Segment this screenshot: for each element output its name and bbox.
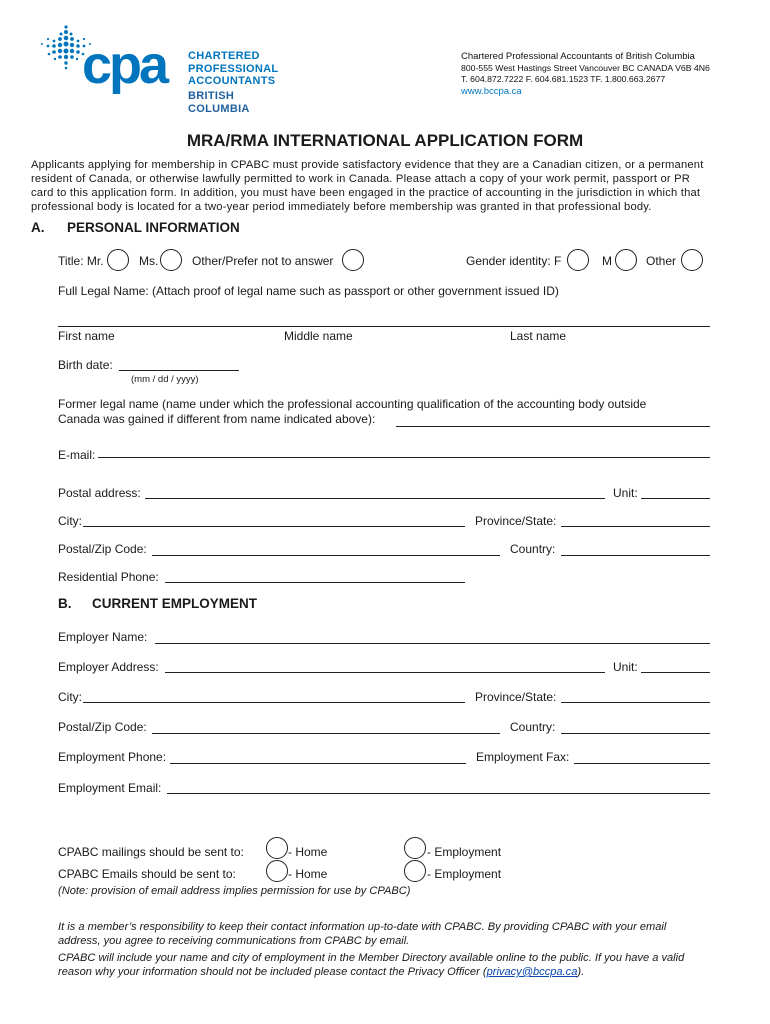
postal-address-line <box>145 498 605 499</box>
zip-label: Postal/Zip Code: <box>58 542 147 556</box>
title-mr-radio[interactable] <box>107 249 129 271</box>
employer-zip-label: Postal/Zip Code: <box>58 720 147 734</box>
brand-name-line-2: PROFESSIONAL <box>188 62 279 75</box>
legal-name-input[interactable] <box>58 312 710 326</box>
employment-phone-label: Employment Phone: <box>58 750 167 764</box>
title-ms-label: Ms. <box>139 254 159 268</box>
gender-label: Gender identity: F <box>466 254 562 268</box>
unit-label: Unit: <box>613 486 638 500</box>
cpa-logo <box>38 24 298 115</box>
email-line <box>98 457 710 458</box>
birth-date-format: (mm / dd / yyyy) <box>131 374 199 385</box>
section-a-heading: PERSONAL INFORMATION <box>67 220 240 235</box>
postal-address-label: Postal address: <box>58 486 141 500</box>
employer-country-label: Country: <box>510 720 556 734</box>
birth-date-label: Birth date: <box>58 358 113 372</box>
org-address: 800-555 West Hastings Street Vancouver BC CANADA V6B 4N6 <box>461 62 710 73</box>
employer-name-label: Employer Name: <box>58 630 148 644</box>
middle-name-caption: Middle name <box>284 329 353 343</box>
last-name-caption: Last name <box>510 329 567 343</box>
mailings-label: CPABC mailings should be sent to: <box>58 845 244 859</box>
residential-phone-label: Residential Phone: <box>58 570 159 584</box>
employer-address-line <box>165 672 605 673</box>
employment-email-line <box>167 793 710 794</box>
title-other-radio[interactable] <box>342 249 364 271</box>
org-name: Chartered Professional Accountants of British Columbia <box>461 51 695 62</box>
mailings-home-radio[interactable] <box>266 837 288 859</box>
employer-address-input[interactable] <box>165 658 605 672</box>
province-line <box>561 526 710 527</box>
postal-address-input[interactable] <box>145 484 605 498</box>
employer-province-line <box>561 702 710 703</box>
province-label: Province/State: <box>475 514 557 528</box>
employer-province-label: Province/State: <box>475 690 557 704</box>
title-label: Title: Mr. <box>58 254 104 268</box>
emails-home-label: - Home <box>288 867 328 881</box>
employment-fax-line <box>574 763 710 764</box>
org-website[interactable]: www.bccpa.ca <box>461 85 522 97</box>
section-b-heading: CURRENT EMPLOYMENT <box>92 596 257 611</box>
employer-unit-input[interactable] <box>641 658 710 672</box>
employer-name-input[interactable] <box>155 629 710 643</box>
unit-line <box>641 498 710 499</box>
former-name-line <box>396 426 710 427</box>
legal-name-line <box>58 326 710 327</box>
employer-zip-input[interactable] <box>152 719 500 733</box>
mailings-employment-radio[interactable] <box>404 837 426 859</box>
city-label: City: <box>58 514 82 528</box>
zip-line <box>152 555 500 556</box>
footer-para1-line-1: It is a member’s responsibility to keep their contact information up-to-date with CPABC. By providing CPABC with your email <box>58 921 667 933</box>
employer-province-input[interactable] <box>561 688 710 702</box>
employment-phone-line <box>170 763 466 764</box>
emails-home-radio[interactable] <box>266 860 288 882</box>
title-ms-radio[interactable] <box>160 249 182 271</box>
employment-phone-input[interactable] <box>170 749 466 763</box>
employer-country-line <box>561 733 710 734</box>
province-input[interactable] <box>561 512 710 526</box>
intro-line-4: professional body is located for a two-year period immediately before membership was granted in that professional body. <box>31 201 652 213</box>
email-label: E-mail: <box>58 448 96 462</box>
employer-city-input[interactable] <box>83 688 465 702</box>
cpa-logo-text: cpa <box>82 35 167 95</box>
former-name-line-1: Former legal name (name under which the professional accounting qualification of the accounting body outside <box>58 397 647 411</box>
employer-address-label: Employer Address: <box>58 660 159 674</box>
city-input[interactable] <box>83 512 465 526</box>
employer-city-label: City: <box>58 690 82 704</box>
first-name-caption: First name <box>58 329 115 343</box>
gender-other-radio[interactable] <box>681 249 703 271</box>
brand-name-line-1: CHARTERED <box>188 50 260 62</box>
zip-input[interactable] <box>152 541 500 555</box>
employer-unit-label: Unit: <box>613 660 638 674</box>
brand-name-line-3: ACCOUNTANTS <box>188 75 276 87</box>
country-line <box>561 555 710 556</box>
intro-line-2: resident of Canada, or otherwise lawfully permitted to work in Canada. Please attach a copy of your work permit, passport or PR <box>31 173 691 185</box>
employment-email-input[interactable] <box>167 779 710 793</box>
gender-m-label: M <box>602 254 612 268</box>
email-permission-note: (Note: provision of email address implies permission for use by CPABC) <box>58 885 411 897</box>
brand-region: BRITISH COLUMBIA <box>188 90 250 115</box>
employer-zip-line <box>152 733 500 734</box>
employer-country-input[interactable] <box>561 719 710 733</box>
birth-date-input[interactable] <box>119 356 239 370</box>
city-line <box>83 526 465 527</box>
mailings-home-label: - Home <box>288 845 328 859</box>
footer-para1-line-2: address, you agree to receiving communications from CPABC by email. <box>58 935 410 947</box>
intro-line-3: card to this application form. In addition, you must have been engaged in the practice of accounting in the jurisdiction in which that <box>31 187 701 199</box>
gender-m-radio[interactable] <box>615 249 637 271</box>
birth-date-line <box>119 370 239 371</box>
org-contact-block <box>461 51 761 97</box>
mailings-employment-label: - Employment <box>427 845 502 859</box>
section-a-letter: A. <box>31 220 45 235</box>
intro-line-1: Applicants applying for membership in CPABC must provide satisfactory evidence that they are a Canadian citizen, or a permanent <box>31 159 704 171</box>
legal-name-label: Full Legal Name: (Attach proof of legal name such as passport or other government issued ID) <box>58 284 559 298</box>
employment-email-label: Employment Email: <box>58 781 162 795</box>
country-label: Country: <box>510 542 556 556</box>
residential-phone-input[interactable] <box>165 568 465 582</box>
gender-f-radio[interactable] <box>567 249 589 271</box>
emails-label: CPABC Emails should be sent to: <box>58 867 236 881</box>
emails-employment-label: - Employment <box>427 867 502 881</box>
email-input[interactable] <box>98 443 710 457</box>
footer-para2-line-1: CPABC will include your name and city of employment in the Member Directory available online to the public. If you have a valid <box>58 952 685 964</box>
footer-para2-line-2-end: ). <box>577 966 585 978</box>
footer-para2-line-2-text: reason why your information should not be included please contact the Privacy Officer ( <box>58 966 487 978</box>
gender-other-label: Other <box>646 254 677 268</box>
employer-name-line <box>155 643 710 644</box>
emails-employment-radio[interactable] <box>404 860 426 882</box>
residential-phone-line <box>165 582 465 583</box>
employer-unit-line <box>641 672 710 673</box>
former-name-line-2: Canada was gained if different from name indicated above): <box>58 412 376 426</box>
section-b-letter: B. <box>58 596 72 611</box>
title-other-label: Other/Prefer not to answer <box>192 254 334 268</box>
employment-fax-input[interactable] <box>574 749 710 763</box>
unit-input[interactable] <box>641 484 710 498</box>
footer-para2-line-2 <box>58 966 584 980</box>
privacy-email-link[interactable]: privacy@bccpa.ca <box>486 966 578 978</box>
employment-fax-label: Employment Fax: <box>476 750 570 764</box>
employer-city-line <box>83 702 465 703</box>
former-name-input[interactable] <box>396 412 710 426</box>
country-input[interactable] <box>561 541 710 555</box>
org-phones: T. 604.872.7222 F. 604.681.1523 TF. 1.800.663.2677 <box>461 74 666 84</box>
form-title: MRA/RMA INTERNATIONAL APPLICATION FORM <box>186 131 584 150</box>
